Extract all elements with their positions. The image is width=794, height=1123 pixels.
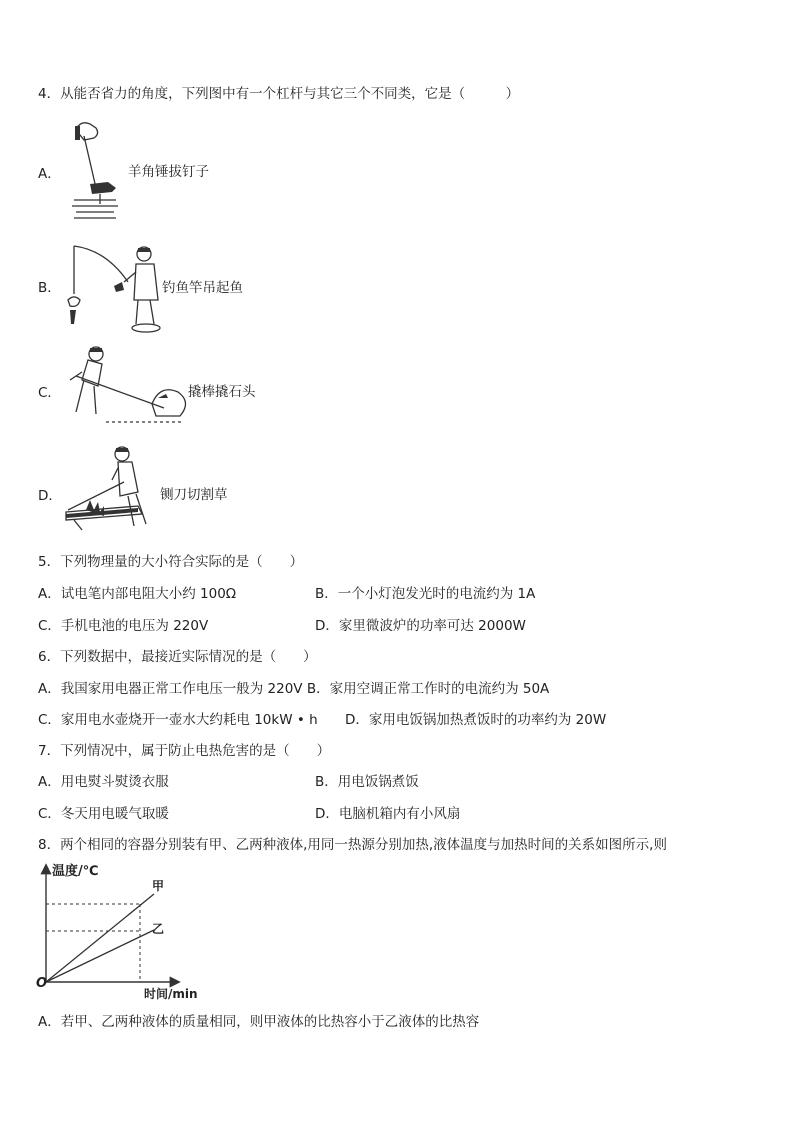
q4-option-b-letter: B． — [38, 280, 61, 296]
q4-stem: 4．从能否省力的角度，下列图中有一个杠杆与其它三个不同类，它是（ ） — [38, 86, 520, 102]
q7-option-d: D．电脑机箱内有小风扇 — [315, 806, 461, 822]
graph-y-label: 温度/℃ — [52, 864, 99, 879]
q4-option-b-caption: 钓鱼竿吊起鱼 — [162, 280, 243, 296]
q6-options-ab: A．我国家用电器正常工作电压一般为 220V B．家用空调正常工作时的电流约为 50A — [38, 681, 550, 697]
q6-option-d: D．家用电饭锅加热煮饭时的功率约为 20W — [345, 712, 607, 728]
q6-stem: 6．下列数据中，最接近实际情况的是（ ） — [38, 649, 317, 665]
q4-option-d-caption: 铡刀切割草 — [160, 487, 228, 503]
fishing-rod-illustration — [66, 242, 162, 334]
q5-stem: 5．下列物理量的大小符合实际的是（ ） — [38, 554, 304, 570]
q5-option-a: A．试电笔内部电阻大小约 100Ω — [38, 586, 237, 602]
hammer-nail-illustration — [70, 118, 122, 222]
graph-x-label: 时间/min — [144, 987, 198, 1001]
q7-option-b: B．用电饭锅煮饭 — [315, 774, 419, 790]
hay-cutter-illustration — [62, 446, 158, 534]
q8-option-a: A．若甲、乙两种液体的质量相同，则甲液体的比热容小于乙液体的比热容 — [38, 1014, 480, 1030]
q7-option-c: C．冬天用电暖气取暖 — [38, 806, 169, 822]
q4-option-a-letter: A． — [38, 166, 61, 182]
graph-series-jia-label: 甲 — [152, 879, 165, 893]
q7-stem: 7．下列情况中，属于防止电热危害的是（ ） — [38, 743, 331, 759]
q5-option-d: D．家里微波炉的功率可达 2000W — [315, 618, 526, 634]
temperature-time-graph — [30, 858, 190, 998]
q4-option-d-letter: D． — [38, 488, 62, 504]
crowbar-rock-illustration — [66, 346, 190, 430]
graph-origin-label: O — [36, 976, 48, 991]
q5-option-c: C．手机电池的电压为 220V — [38, 618, 209, 634]
q4-option-c-caption: 撬棒撬石头 — [188, 384, 256, 400]
q6-option-c: C．家用电水壶烧开一壶水大约耗电 10kW • h — [38, 712, 318, 728]
q7-option-a: A．用电熨斗熨烫衣服 — [38, 774, 169, 790]
q4-option-c-letter: C． — [38, 385, 61, 401]
q8-stem: 8．两个相同的容器分别装有甲、乙两种液体,用同一热源分别加热,液体温度与加热时间的关系如图所示,则 — [38, 837, 667, 853]
q4-option-a-caption: 羊角锤拔钉子 — [128, 164, 209, 180]
graph-series-yi-label: 乙 — [152, 922, 165, 936]
q5-option-b: B．一个小灯泡发光时的电流约为 1A — [315, 586, 536, 602]
